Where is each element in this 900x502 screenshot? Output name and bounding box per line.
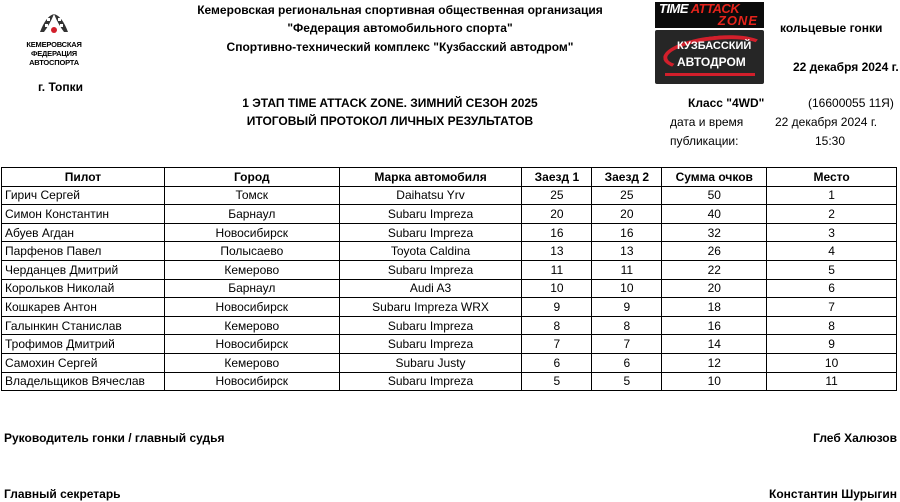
car-cell: Subaru Impreza xyxy=(339,316,522,335)
heat-2-cell: 5 xyxy=(592,372,662,391)
total-cell: 12 xyxy=(662,353,767,372)
city-cell: Полысаево xyxy=(164,242,339,261)
place-cell: 10 xyxy=(767,353,897,372)
place-cell: 11 xyxy=(767,372,897,391)
pilot-cell: Гирич Сергей xyxy=(2,186,165,205)
time-attack-zone-logo xyxy=(655,2,764,28)
place-cell: 5 xyxy=(767,260,897,279)
city-cell: Новосибирск xyxy=(164,372,339,391)
total-cell: 32 xyxy=(662,223,767,242)
heat-2-cell: 10 xyxy=(592,279,662,298)
pilot-cell: Галынкин Станислав xyxy=(2,316,165,335)
car-cell: Daihatsu Yrv xyxy=(339,186,522,205)
heat-1-cell: 16 xyxy=(522,223,592,242)
federation-logo xyxy=(8,10,100,70)
car-cell: Subaru Justy xyxy=(339,353,522,372)
pilot-cell: Самохин Сергей xyxy=(2,353,165,372)
car-cell: Subaru Impreza xyxy=(339,372,522,391)
publication-label-1: дата и время xyxy=(670,115,744,129)
column-header-car: Марка автомобиля xyxy=(339,168,522,187)
total-cell: 22 xyxy=(662,260,767,279)
column-header-place: Место xyxy=(767,168,897,187)
total-cell: 40 xyxy=(662,205,767,224)
city-cell: Барнаул xyxy=(164,205,339,224)
total-cell: 18 xyxy=(662,298,767,317)
place-cell: 8 xyxy=(767,316,897,335)
pilot-cell: Черданцев Дмитрий xyxy=(2,260,165,279)
event-city: г. Топки xyxy=(38,80,83,94)
logo-underline xyxy=(665,73,755,76)
pilot-cell: Кошкарев Антон xyxy=(2,298,165,317)
pilot-cell: Владельщиков Вячеслав xyxy=(2,372,165,391)
heat-2-cell: 16 xyxy=(592,223,662,242)
table-row xyxy=(2,335,897,354)
table-row xyxy=(2,242,897,261)
place-cell: 7 xyxy=(767,298,897,317)
heat-1-cell: 7 xyxy=(522,335,592,354)
column-header-heat-2: Заезд 2 xyxy=(592,168,662,187)
city-cell: Новосибирск xyxy=(164,223,339,242)
chief-name: Глеб Халюзов xyxy=(813,431,897,445)
heat-1-cell: 20 xyxy=(522,205,592,224)
federation-logo-line2: ФЕДЕРАЦИЯ АВТОСПОРТА xyxy=(29,49,79,67)
pilot-cell: Абуев Агдан xyxy=(2,223,165,242)
place-cell: 9 xyxy=(767,335,897,354)
column-header-total: Сумма очков xyxy=(662,168,767,187)
event-date: 22 декабря 2024 г. xyxy=(793,60,899,74)
total-cell: 14 xyxy=(662,335,767,354)
heat-1-cell: 5 xyxy=(522,372,592,391)
car-cell: Toyota Caldina xyxy=(339,242,522,261)
heat-1-cell: 11 xyxy=(522,260,592,279)
publication-date: 22 декабря 2024 г. xyxy=(775,115,878,129)
city-cell: Кемерово xyxy=(164,316,339,335)
city-cell: Барнаул xyxy=(164,279,339,298)
autodrome-logo-line1: КУЗБАССКИЙ xyxy=(677,40,752,52)
pilot-cell: Трофимов Дмитрий xyxy=(2,335,165,354)
heat-2-cell: 9 xyxy=(592,298,662,317)
car-cell: Subaru Impreza xyxy=(339,260,522,279)
race-type: кольцевые гонки xyxy=(780,21,883,35)
secretary-label: Главный секретарь xyxy=(4,487,121,501)
results-body xyxy=(2,186,897,391)
logo-word-zone: ZONE xyxy=(717,13,758,28)
city-cell: Кемерово xyxy=(164,353,339,372)
car-cell: Subaru Impreza WRX xyxy=(339,298,522,317)
chief-label: Руководитель гонки / главный судья xyxy=(4,431,225,445)
heat-1-cell: 10 xyxy=(522,279,592,298)
event-title: 1 ЭТАП TIME ATTACK ZONE. ЗИМНИЙ СЕЗОН 2025 xyxy=(242,96,538,110)
city-cell: Новосибирск xyxy=(164,298,339,317)
org-line3: Спортивно-технический комплекс "Кузбасский автодром" xyxy=(226,40,574,54)
heat-2-cell: 20 xyxy=(592,205,662,224)
total-cell: 50 xyxy=(662,186,767,205)
org-line1: Кемеровская региональная спортивная общественная организация xyxy=(197,3,603,17)
car-cell: Audi A3 xyxy=(339,279,522,298)
city-cell: Кемерово xyxy=(164,260,339,279)
class-code: (16600055 11Я) xyxy=(808,96,894,110)
table-header-row xyxy=(2,168,897,187)
checkered-flag-icon xyxy=(36,10,72,36)
total-cell: 26 xyxy=(662,242,767,261)
table-row xyxy=(2,279,897,298)
publication-time: 15:30 xyxy=(815,134,846,148)
heat-1-cell: 8 xyxy=(522,316,592,335)
autodrome-logo-line2: АВТОДРОМ xyxy=(677,55,746,69)
table-row xyxy=(2,316,897,335)
heat-2-cell: 13 xyxy=(592,242,662,261)
column-header-heat-1: Заезд 1 xyxy=(522,168,592,187)
heat-1-cell: 6 xyxy=(522,353,592,372)
column-header-pilot: Пилот xyxy=(2,168,165,187)
heat-2-cell: 8 xyxy=(592,316,662,335)
place-cell: 4 xyxy=(767,242,897,261)
car-cell: Subaru Impreza xyxy=(339,223,522,242)
car-cell: Subaru Impreza xyxy=(339,335,522,354)
place-cell: 6 xyxy=(767,279,897,298)
pilot-cell: Симон Константин xyxy=(2,205,165,224)
city-cell: Томск xyxy=(164,186,339,205)
table-row xyxy=(2,298,897,317)
heat-2-cell: 7 xyxy=(592,335,662,354)
table-row xyxy=(2,372,897,391)
total-cell: 16 xyxy=(662,316,767,335)
pilot-cell: Парфенов Павел xyxy=(2,242,165,261)
heat-1-cell: 9 xyxy=(522,298,592,317)
heat-2-cell: 25 xyxy=(592,186,662,205)
results-table xyxy=(1,167,897,391)
table-row xyxy=(2,353,897,372)
class-label: Класс "4WD" xyxy=(688,96,765,110)
place-cell: 3 xyxy=(767,223,897,242)
heat-1-cell: 13 xyxy=(522,242,592,261)
protocol-title: ИТОГОВЫЙ ПРОТОКОЛ ЛИЧНЫХ РЕЗУЛЬТАТОВ xyxy=(246,114,534,128)
logo-word-time: TIME xyxy=(659,2,689,16)
secretary-name: Константин Шурыгин xyxy=(769,487,897,501)
org-line2: "Федерация автомобильного спорта" xyxy=(287,21,513,35)
heat-2-cell: 6 xyxy=(592,353,662,372)
total-cell: 10 xyxy=(662,372,767,391)
city-cell: Новосибирск xyxy=(164,335,339,354)
federation-logo-line1: КЕМЕРОВСКАЯ xyxy=(26,40,82,49)
heat-2-cell: 11 xyxy=(592,260,662,279)
table-row xyxy=(2,186,897,205)
table-row xyxy=(2,205,897,224)
place-cell: 1 xyxy=(767,186,897,205)
car-cell: Subaru Impreza xyxy=(339,205,522,224)
table-row xyxy=(2,223,897,242)
column-header-city: Город xyxy=(164,168,339,187)
total-cell: 20 xyxy=(662,279,767,298)
pilot-cell: Корольков Николай xyxy=(2,279,165,298)
publication-label-2: публикации: xyxy=(670,134,739,148)
logo-word-attack: ATTACK xyxy=(690,2,740,16)
kuzbass-autodrome-logo xyxy=(655,30,764,84)
heat-1-cell: 25 xyxy=(522,186,592,205)
place-cell: 2 xyxy=(767,205,897,224)
table-row xyxy=(2,260,897,279)
